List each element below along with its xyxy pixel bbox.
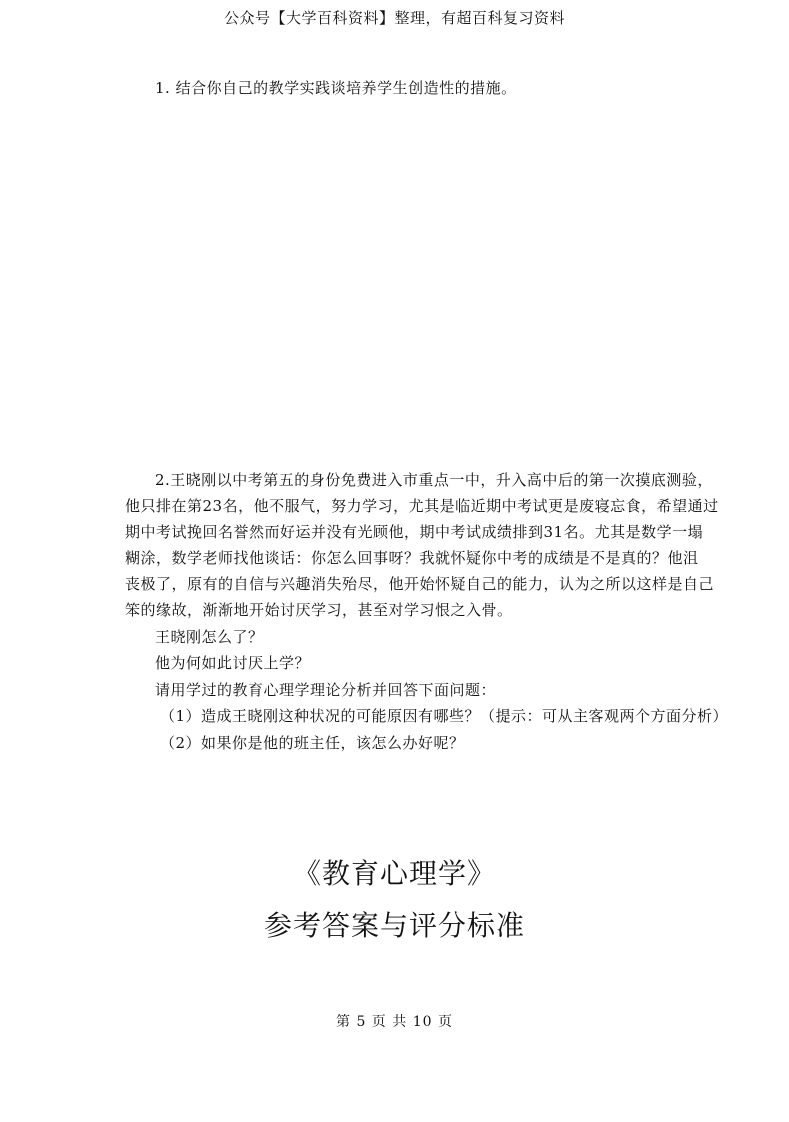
question-2-line: 他只排在第23名，他不服气，努力学习，尤其是临近期中考试更是废寝忘食，希望通过 — [125, 497, 719, 515]
question-2-line: 丧极了，原有的自信与兴趣消失殆尽，他开始怀疑自己的能力，认为之所以这样是自己 — [125, 575, 715, 593]
question-1: 1. 结合你自己的教学实践谈培养学生创造性的措施。 — [155, 79, 517, 97]
answer-section-title: 《教育心理学》 — [292, 857, 496, 890]
question-2-prompt: 王晓刚怎么了？ — [155, 628, 264, 646]
question-2-subquestion-2: （2）如果你是他的班主任，该怎么办好呢？ — [160, 734, 465, 752]
question-2-line: 期中考试挽回名誉然而好运并没有光顾他，期中考试成绩排到31名。尤其是数学一塌 — [125, 523, 704, 541]
question-2-prompt: 他为何如此讨厌上学？ — [155, 654, 311, 672]
page-number: 第 5 页 共 10 页 — [336, 1014, 453, 1030]
question-2-instruction: 请用学过的教育心理学理论分析并回答下面问题： — [155, 681, 497, 699]
question-2-line: 2.王晓刚以中考第五的身份免费进入市重点一中，升入高中后的第一次摸底测验， — [155, 471, 713, 489]
answer-section-subtitle: 参考答案与评分标准 — [263, 909, 525, 942]
question-2-line: 笨的缘故，渐渐地开始讨厌学习，甚至对学习恨之入骨。 — [125, 601, 513, 619]
question-2-subquestion-1: （1）造成王晓刚这种状况的可能原因有哪些？（提示：可从主客观两个方面分析） — [160, 707, 729, 725]
page-header: 公众号【大学百科资料】整理，有超百科复习资料 — [223, 9, 565, 27]
question-2-line: 糊涂，数学老师找他谈话：你怎么回事呀？我就怀疑你中考的成绩是不是真的？他沮 — [125, 549, 699, 567]
